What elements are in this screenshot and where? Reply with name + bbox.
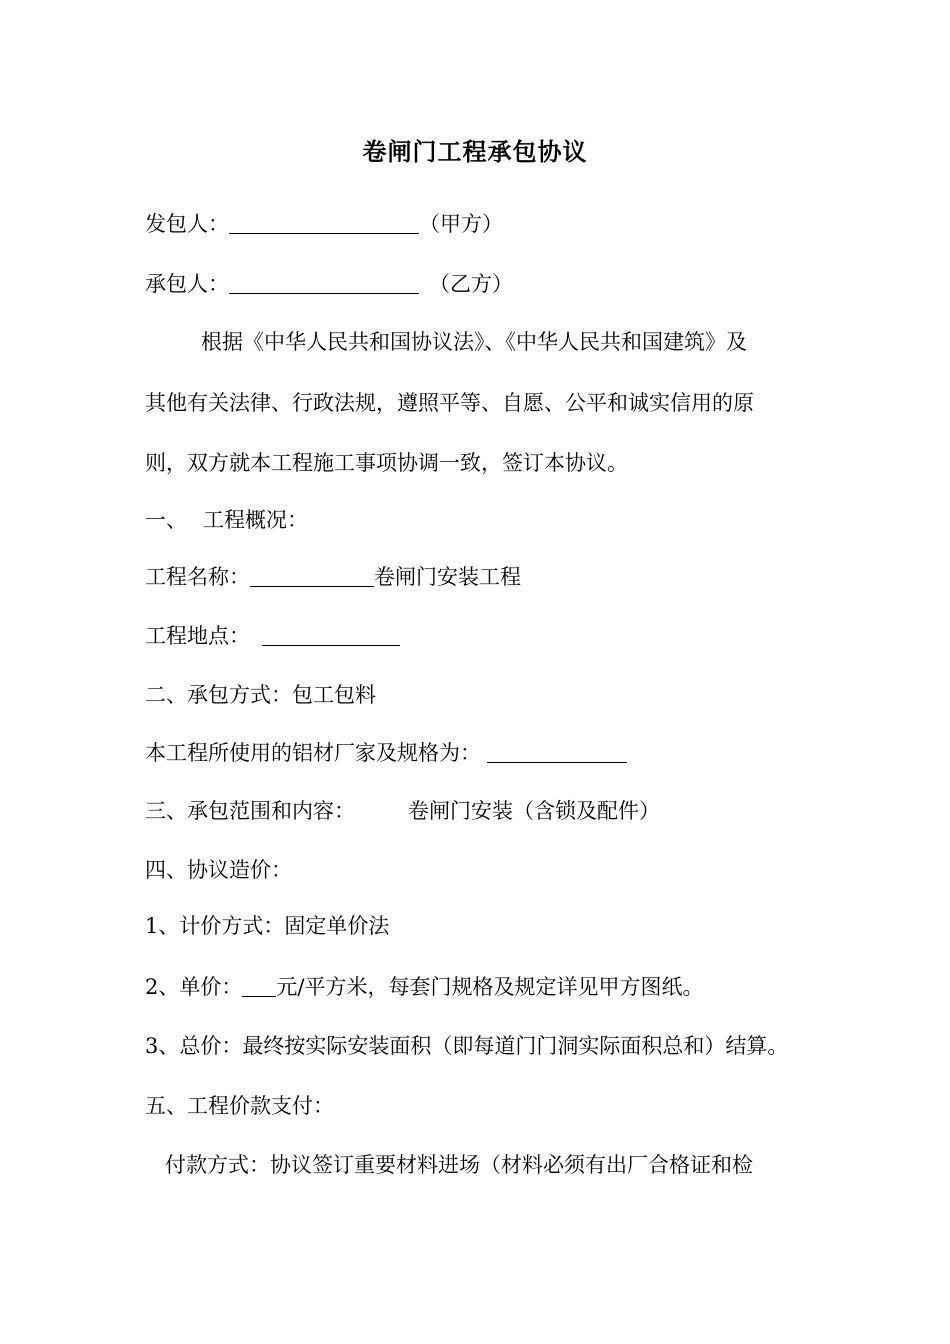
document-title: 卷闸门工程承包协议 [362, 137, 588, 166]
section-5-heading: 五、工程价款支付： [145, 1094, 334, 1118]
project-name-label: 工程名称： [145, 565, 250, 589]
party-b-line [145, 268, 513, 299]
section-3-label: 三、承包范围和内容： [145, 799, 355, 823]
item-1-line: 1、计价方式：固定单价法 [145, 914, 390, 938]
project-location-label: 工程地点： [145, 624, 250, 648]
party-a-line [145, 208, 503, 239]
project-name-line [145, 561, 521, 592]
section-1-number: 一、 [145, 508, 187, 532]
intro-line-2: 其他有关法律、行政法规，遵照平等、自愿、公平和诚实信用的原 [145, 391, 754, 415]
item-2-line [145, 971, 703, 1002]
payment-line: 付款方式：协议签订重要材料进场（材料必须有出厂合格证和检 [165, 1153, 753, 1177]
section-1-title: 工程概况： [203, 508, 308, 532]
party-a-suffix: （甲方） [419, 212, 503, 236]
party-b-blank [229, 271, 419, 294]
material-label: 本工程所使用的铝材厂家及规格为： [145, 741, 481, 765]
item-3-line: 3、总价：最终按实际安装面积（即每道门门洞实际面积总和）结算。 [145, 1034, 789, 1058]
project-name-blank [250, 564, 374, 587]
party-b-label: 承包人： [145, 272, 229, 296]
item-2-suffix: 元/平方米，每套门规格及规定详见甲方图纸。 [276, 975, 704, 999]
intro-line-1: 根据《中华人民共和国协议法》、《中华人民共和国建筑》及 [201, 330, 747, 354]
project-location-line [145, 620, 400, 651]
item-2-prefix: 2、单价： [145, 975, 243, 999]
section-3-value: 卷闸门安装（含锁及配件） [408, 799, 660, 823]
project-name-value: 卷闸门安装工程 [374, 565, 521, 589]
intro-line-3: 则，双方就本工程施工事项协调一致，签订本协议。 [145, 451, 628, 475]
party-b-suffix: （乙方） [429, 272, 513, 296]
material-blank [487, 740, 627, 763]
material-line [145, 737, 627, 768]
project-location-blank [262, 623, 400, 646]
party-a-blank [229, 211, 419, 234]
unit-price-blank [242, 974, 276, 997]
section-4-heading: 四、协议造价： [145, 858, 292, 882]
section-1-heading [145, 505, 308, 535]
section-3-heading [145, 796, 660, 826]
section-2-heading: 二、承包方式：包工包料 [145, 683, 376, 707]
party-a-label: 发包人： [145, 212, 229, 236]
